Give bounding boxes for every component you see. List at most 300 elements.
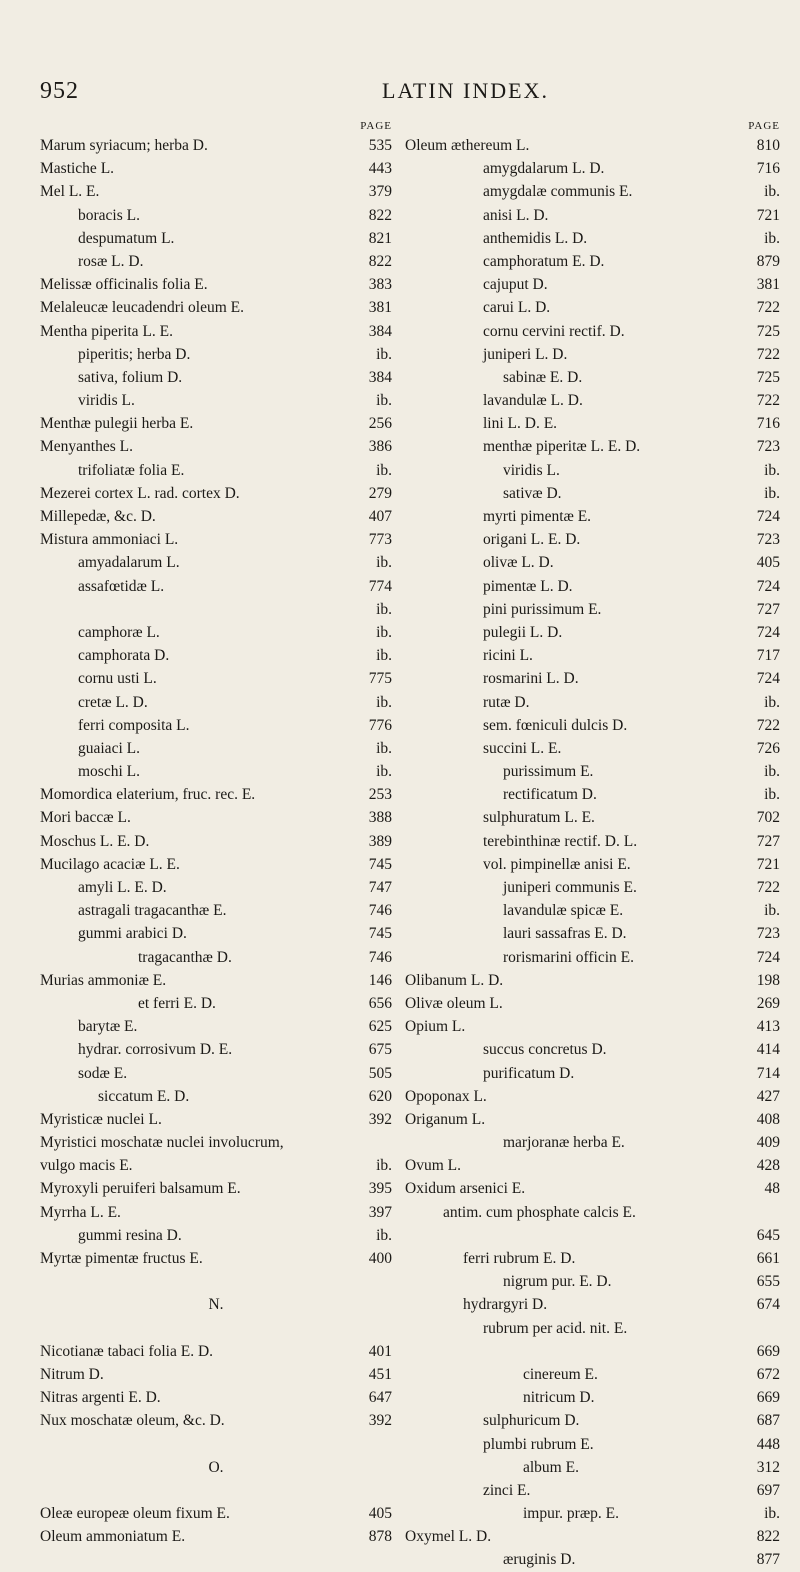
index-entry [405,227,780,250]
entry-page: 279 [368,484,392,502]
entry-term: Mastiche L. [40,160,115,178]
entry-term: terebinthinæ rectif. D. L. [483,832,638,850]
index-entry [40,204,392,227]
entry-page: 716 [756,160,780,178]
page-header [0,78,800,118]
entry-page: 746 [368,902,392,920]
entry-page: ib. [376,623,392,641]
index-entry [405,1201,780,1224]
entry-term: trifoliatæ folia E. [78,461,185,479]
entry-page: 383 [368,276,392,294]
entry-page: 822 [368,252,392,270]
index-entry [405,180,780,203]
entry-term: cinereum E. [523,1365,598,1383]
entry-page: 725 [756,322,780,340]
entry-page: 413 [756,1018,780,1036]
entry-term: Opium L. [405,1018,466,1036]
index-entry [40,1409,392,1432]
index-entry [40,180,392,203]
entry-term: rosæ L. D. [78,252,144,270]
entry-term: ferri composita L. [78,716,190,734]
index-entry [405,412,780,435]
index-entry [405,1177,780,1200]
entry-page: 721 [756,206,780,224]
entry-page: 724 [756,577,780,595]
entry-page: ib. [376,1226,392,1244]
entry-page: 395 [368,1180,392,1198]
index-entry [40,1015,392,1038]
entry-term: succus concretus D. [483,1041,607,1059]
entry-page: 727 [756,832,780,850]
entry-term: lavandulæ L. D. [483,392,583,410]
entry-term: camphorata D. [78,647,170,665]
entry-page: 722 [756,299,780,317]
entry-term: Origanum L. [405,1110,486,1128]
index-entry [40,1247,392,1270]
index-entry [405,435,780,458]
entry-term: Momordica elaterium, fruc. rec. E. [40,786,256,804]
entry-term: nitricum D. [523,1389,595,1407]
entry-page: 381 [756,276,780,294]
entry-page: 726 [756,739,780,757]
entry-page: ib. [764,786,780,804]
entry-term: amygdalæ communis E. [483,183,633,201]
index-entry [40,969,392,992]
index-entry [40,946,392,969]
entry-term: zinci E. [483,1481,531,1499]
entry-page: 724 [756,508,780,525]
index-entry [40,806,392,829]
entry-term: Myroxyli peruiferi balsamum E. [40,1180,241,1198]
index-entry [405,459,780,482]
index-column-left [40,118,392,1548]
index-entry [40,876,392,899]
entry-term: Nitrum D. [40,1365,104,1383]
index-entry [40,273,392,296]
entry-term: ricini L. [483,647,533,665]
index-entry [405,806,780,829]
index-entry [40,922,392,945]
entry-term: Menyanthes L. [40,438,133,456]
index-entry [40,343,392,366]
entry-term: siccatum E. D. [98,1087,190,1105]
page-column-heading [405,118,780,134]
entry-page: 388 [368,809,392,827]
entry-page: 776 [368,716,392,734]
entry-page: 428 [756,1157,780,1175]
index-entry [40,366,392,389]
index-entry [405,204,780,227]
index-column-right [405,118,780,1572]
entry-term: carui L. D. [483,299,551,317]
index-entry [405,760,780,783]
entry-term: Opoponax L. [405,1087,487,1105]
entry-page: ib. [376,392,392,410]
entry-page: 687 [756,1412,780,1430]
index-entry [405,1363,780,1386]
entry-term: menthæ piperitæ L. E. D. [483,438,641,456]
entry-term: gummi resina D. [78,1226,182,1244]
index-entry [40,320,392,343]
entry-page: 443 [368,160,392,178]
index-entry [40,598,392,621]
entry-page: 877 [756,1551,780,1569]
entry-term: rectificatum D. [503,786,597,804]
entry-page: 672 [756,1365,780,1383]
entry-page: ib. [376,647,392,665]
index-entry [405,134,780,157]
entry-page: 620 [368,1087,392,1105]
index-entry [40,667,392,690]
index-entry [405,1131,780,1154]
entry-term: marjoranæ herba E. [503,1134,625,1152]
index-entry [40,1340,392,1363]
entry-term: barytæ E. [78,1018,138,1036]
index-entry [40,505,392,528]
index-entry [405,737,780,760]
entry-page: 661 [756,1250,780,1267]
entry-term: Nitras argenti E. D. [40,1389,161,1407]
entry-term: hydrargyri D. [463,1296,548,1314]
entry-page: ib. [376,763,392,781]
entry-page: 269 [756,994,780,1012]
section-letter [40,1456,392,1479]
index-entry [40,1131,392,1154]
entry-term: Myrrha L. E. [40,1203,121,1221]
entry-term: pulegii L. D. [483,623,563,641]
entry-page: 48 [764,1180,780,1198]
entry-term: Oleum æthereum L. [405,137,530,154]
entry-page: 878 [368,1528,392,1546]
entry-page: ib. [376,739,392,757]
index-entry [405,1479,780,1502]
entry-page: ib. [764,902,780,920]
index-entry [405,157,780,180]
entry-page: 702 [756,809,780,827]
index-entry [405,969,780,992]
index-entry [405,876,780,899]
entry-page: 401 [368,1342,392,1360]
index-entry [405,1386,780,1409]
entry-page: 722 [756,879,780,896]
entry-page: 724 [756,670,780,688]
index-entry [40,783,392,806]
running-title: LATIN INDEX. [382,78,549,103]
index-entry [405,1154,780,1177]
entry-term: guaiaci L. [78,739,140,757]
entry-term: Moschus L. E. D. [40,832,150,850]
entry-page: 810 [756,137,780,154]
entry-page: 821 [368,229,392,247]
entry-page: 448 [756,1435,780,1453]
entry-page: 697 [756,1481,780,1499]
index-entry [405,366,780,389]
index-entry [40,830,392,853]
index-entry [40,250,392,273]
index-entry [405,551,780,574]
entry-term: plumbi rubrum E. [483,1435,594,1453]
entry-term: Mentha piperita L. E. [40,322,173,340]
entry-page: 389 [368,832,392,850]
index-entry [40,389,392,412]
entry-page: 535 [368,137,392,154]
entry-term: origani L. E. D. [483,531,581,549]
entry-page: 675 [368,1041,392,1059]
index-entry [405,296,780,319]
entry-term: antim. cum phosphate calcis E. [443,1203,636,1221]
entry-page: 745 [368,855,392,873]
entry-page: 745 [368,925,392,943]
entry-term: piperitis; herba D. [78,345,191,363]
entry-term: assafœtidæ L. [78,577,165,595]
entry-page: 427 [756,1087,780,1105]
index-entry [405,343,780,366]
entry-term: cretæ L. D. [78,693,148,711]
index-entry [40,899,392,922]
entry-page: ib. [376,345,392,363]
entry-page: 716 [756,415,780,433]
entry-term: rorismarini officin E. [503,948,635,966]
entry-page: 674 [756,1296,780,1314]
entry-page: 198 [756,971,780,989]
index-entry [405,598,780,621]
page-heading-label: PAGE [360,120,392,132]
entry-page: 405 [368,1505,392,1523]
entry-page: 822 [368,206,392,224]
entry-page: ib. [764,763,780,781]
index-entry [405,992,780,1015]
entry-term: Myristicæ nuclei L. [40,1110,162,1128]
index-entry [40,1154,392,1177]
entry-page: 724 [756,623,780,641]
section-letter-text: N. [208,1296,224,1314]
index-entry [40,1062,392,1085]
entry-page: 451 [368,1365,392,1383]
entry-page: 722 [756,716,780,734]
entry-page: 723 [756,925,780,943]
entry-page: 400 [368,1250,392,1267]
entry-term: juniperi communis E. [503,879,637,896]
index-entry [405,922,780,945]
entry-term: sativæ D. [503,484,562,502]
entry-page: ib. [376,600,392,618]
index-entry [40,575,392,598]
entry-term: Myrtæ pimentæ fructus E. [40,1250,203,1267]
index-entry [40,621,392,644]
entry-page: 773 [368,531,392,549]
index-entry [405,946,780,969]
entry-term: anthemidis L. D. [483,229,588,247]
entry-term: Mucilago acaciæ L. E. [40,855,180,873]
index-entry [405,528,780,551]
index-entry [40,1085,392,1108]
index-entry [40,1502,392,1525]
index-entry [405,1456,780,1479]
spacer [40,1317,392,1340]
section-letter-text: O. [208,1458,224,1476]
entry-page: 392 [368,1412,392,1430]
entry-term: Millepedæ, &c. D. [40,508,156,525]
entry-term: pimentæ L. D. [483,577,573,595]
index-entry [405,273,780,296]
entry-term: lini L. D. E. [483,415,558,433]
index-entry [40,157,392,180]
entry-page: 256 [368,415,392,433]
index-entries [40,134,392,1548]
index-entry [40,1201,392,1224]
entry-page: 656 [368,994,392,1012]
index-entry [405,1502,780,1525]
entry-page: 397 [368,1203,392,1221]
entry-page: 721 [756,855,780,873]
entry-term: amygdalarum L. D. [483,160,605,178]
entry-page: ib. [376,554,392,572]
entry-page: ib. [376,1157,392,1175]
section-letter [40,1293,392,1316]
entry-page: 775 [368,670,392,688]
index-entry [40,691,392,714]
entry-term: Oxidum arsenici E. [405,1180,526,1198]
entry-term: sativa, folium D. [78,368,183,386]
index-entry [40,551,392,574]
index-entry [405,575,780,598]
entry-term: viridis L. [78,392,135,410]
entry-term: despumatum L. [78,229,175,247]
index-entry [405,1548,780,1571]
index-entries [405,134,780,1572]
index-entry [405,853,780,876]
entry-page: 384 [368,322,392,340]
entry-term: Menthæ pulegii herba E. [40,415,194,433]
index-entry [405,830,780,853]
entry-page: 669 [756,1342,780,1360]
entry-term: Myristici moschatæ nuclei involucrum, [40,1134,284,1152]
index-entry [405,691,780,714]
entry-page: ib. [376,693,392,711]
entry-page: 669 [756,1389,780,1407]
index-entry [405,320,780,343]
index-entry [40,1525,392,1548]
entry-page: 724 [756,948,780,966]
entry-page: 774 [368,577,392,595]
entry-term: purissimum E. [503,763,594,781]
index-entry [40,227,392,250]
entry-term: succini L. E. [483,739,562,757]
index-entry [405,1085,780,1108]
entry-term: nigrum pur. E. D. [503,1273,612,1291]
entry-term: juniperi L. D. [483,345,568,363]
entry-page: 723 [756,438,780,456]
entry-page: ib. [764,183,780,201]
index-entry [40,992,392,1015]
entry-term: amyadalarum L. [78,554,180,572]
index-entry [40,1038,392,1061]
entry-page: ib. [764,693,780,711]
entry-term: olivæ L. D. [483,554,554,572]
entry-term: Ovum L. [405,1157,461,1175]
entry-page: 405 [756,554,780,572]
spacer [40,1479,392,1502]
index-entry [405,1247,780,1270]
index-entry [405,250,780,273]
entry-term: ferri rubrum E. D. [463,1250,576,1267]
index-entry [40,1363,392,1386]
entry-page: 723 [756,531,780,549]
entry-page: ib. [764,461,780,479]
entry-page: 312 [756,1458,780,1476]
index-entry [40,1224,392,1247]
entry-term: purificatum D. [483,1064,575,1082]
index-entry [40,134,392,157]
index-entry [405,644,780,667]
entry-page: 747 [368,879,392,896]
entry-term: hydrar. corrosivum D. E. [78,1041,233,1059]
index-entry [405,1317,780,1340]
entry-term: album E. [523,1458,579,1476]
index-entry [405,1270,780,1293]
index-entry [40,644,392,667]
index-entry [40,1386,392,1409]
entry-page: 822 [756,1528,780,1546]
entry-term: Melissæ officinalis folia E. [40,276,208,294]
entry-term: myrti pimentæ E. [483,508,592,525]
entry-page: 414 [756,1041,780,1059]
index-entry [405,621,780,644]
entry-term: rutæ D. [483,693,530,711]
index-entry [40,737,392,760]
index-entry [40,435,392,458]
index-entry [40,459,392,482]
entry-page: 725 [756,368,780,386]
index-entry [40,853,392,876]
index-entry [405,1015,780,1038]
entry-page: 505 [368,1064,392,1082]
entry-term: et ferri E. D. [138,994,216,1012]
entry-page: 717 [756,647,780,665]
index-entry [405,667,780,690]
entry-term: tragacanthæ D. [138,948,232,966]
entry-term: boracis L. [78,206,140,224]
entry-term: sabinæ E. D. [503,368,583,386]
entry-page: 655 [756,1273,780,1291]
entry-term: æruginis D. [503,1551,576,1569]
entry-page: ib. [764,229,780,247]
entry-term: Mezerei cortex L. rad. cortex D. [40,484,240,502]
index-entry [405,1433,780,1456]
entry-page: 386 [368,438,392,456]
entry-term: Oleum ammoniatum E. [40,1528,186,1546]
entry-term: camphoræ L. [78,623,160,641]
index-entry [40,714,392,737]
entry-term: cornu cervini rectif. D. [483,322,625,340]
index-entry [40,296,392,319]
entry-term: cajuput D. [483,276,548,294]
page-number: 952 [40,78,79,104]
entry-page: ib. [764,484,780,502]
entry-term: cornu usti L. [78,670,157,688]
index-entry [40,1177,392,1200]
index-entry [405,1108,780,1131]
spacer [40,1433,392,1456]
entry-page: ib. [764,1505,780,1523]
entry-term: Mel L. E. [40,183,100,201]
entry-term: gummi arabici D. [78,925,187,943]
entry-term: Olivæ oleum L. [405,994,503,1012]
entry-term: viridis L. [503,461,560,479]
entry-page: 381 [368,299,392,317]
entry-page: 727 [756,600,780,618]
entry-term: Mori baccæ L. [40,809,131,827]
